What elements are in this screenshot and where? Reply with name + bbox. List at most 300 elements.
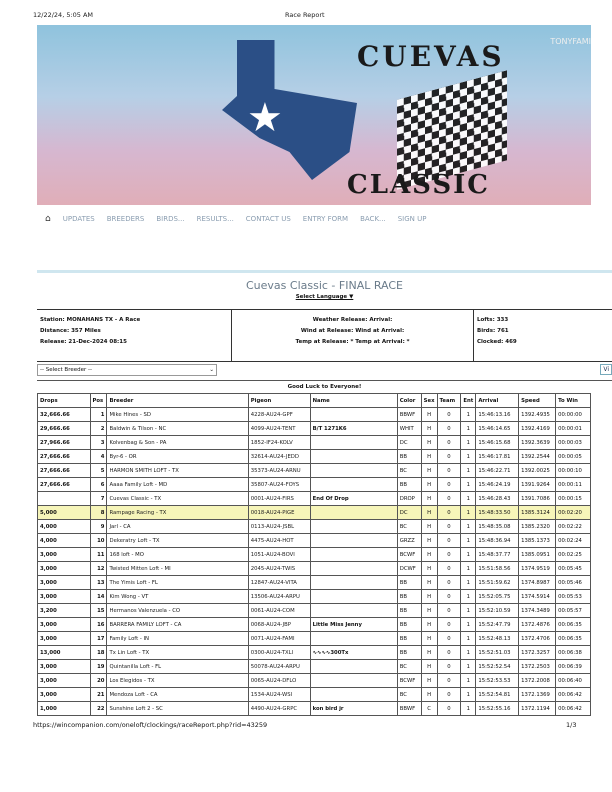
sex: H (427, 439, 432, 446)
speed: 1374.8987 (521, 579, 550, 586)
breeder-link[interactable]: Family Loft (109, 635, 139, 642)
breeder-link[interactable]: Byr-6 (109, 453, 124, 460)
ent: 1 (466, 579, 471, 586)
column-header: To Win (556, 394, 591, 408)
team: 0 (447, 593, 451, 600)
speed: 1392.4935 (521, 411, 550, 418)
color: WHIT (399, 425, 414, 432)
sex: H (427, 467, 432, 474)
drops: 29,666.66 (40, 425, 70, 432)
position: 17 (97, 635, 105, 642)
pigeon-link[interactable]: 0300-AU24-TXLI (250, 649, 294, 656)
nav-item[interactable]: SIGN UP (397, 215, 427, 223)
speed: 1372.4876 (521, 621, 550, 628)
to-win: 00:06:42 (558, 705, 582, 712)
breeder-state: - SD (138, 411, 151, 418)
team: 0 (447, 607, 451, 614)
arrival: 15:46:24.19 (478, 481, 511, 488)
ent: 1 (466, 705, 471, 712)
breeder-state: - TX (154, 509, 167, 516)
team: 0 (447, 705, 451, 712)
to-win: 00:00:00 (558, 411, 582, 418)
nav-item[interactable]: UPDATES (62, 215, 95, 223)
pigeon-link[interactable]: 0018-AU24-PIGE (250, 509, 295, 516)
star-icon: ★ (247, 95, 283, 141)
pigeon-link[interactable]: 0065-AU24-DFLO (250, 677, 297, 684)
team: 0 (447, 453, 451, 460)
pigeon-link[interactable]: 4475-AU24-HOT (250, 537, 294, 544)
table-row (38, 506, 591, 520)
drops: 13,000 (40, 649, 61, 656)
color: DC (399, 509, 408, 516)
distance: Distance: 357 Miles (40, 328, 101, 334)
arrival: 15:52:51.03 (478, 649, 511, 656)
ent: 1 (466, 621, 471, 628)
arrival: 15:51:59.62 (478, 579, 511, 586)
color: BBWF (399, 705, 416, 712)
drops: 4,000 (40, 537, 57, 544)
ent: 1 (466, 677, 471, 684)
arrival: 15:52:48.13 (478, 635, 511, 642)
ent: 1 (466, 453, 471, 460)
drops: 27,666.66 (40, 481, 70, 488)
breeder-link[interactable]: Rampage Racing (109, 509, 155, 516)
position: 19 (97, 663, 105, 670)
pigeon-link[interactable]: 1051-AU24-BOVI (250, 551, 295, 558)
color: BCWF (399, 551, 416, 558)
lofts: Lofts: 333 (477, 317, 509, 323)
breeder-link[interactable]: Los Elegidos (109, 677, 143, 684)
sex: C (427, 705, 431, 712)
position: 10 (97, 537, 105, 544)
sex: H (427, 565, 432, 572)
station: Station: MONAHANS TX - A Race (40, 317, 141, 323)
drops: 3,000 (40, 579, 57, 586)
ent: 1 (466, 565, 471, 572)
column-header: Pos (90, 394, 107, 408)
team: 0 (447, 565, 451, 572)
drops: 32,666.66 (40, 411, 70, 418)
breeder-select-value: -- Select Breeder -- (40, 367, 92, 373)
table-row (38, 450, 591, 464)
to-win: 00:06:40 (558, 677, 582, 684)
drops: 3,000 (40, 593, 57, 600)
breeder-link[interactable]: Mendoza Loft (109, 691, 145, 698)
team: 0 (447, 481, 451, 488)
breeder-state: - FL (146, 579, 158, 586)
sex: H (427, 453, 432, 460)
table-row (38, 436, 591, 450)
drops: 27,966.66 (40, 439, 70, 446)
temp: Temp at Release: * Temp at Arrival: * (295, 339, 410, 345)
banner-watermark: TONYFAMI (550, 37, 591, 46)
nav-item[interactable]: CONTACT US (245, 215, 291, 223)
print-datetime: 12/22/24, 5:05 AM (33, 11, 94, 19)
color: BC (399, 467, 407, 474)
color: GRZZ (399, 537, 415, 544)
table-row (38, 422, 591, 436)
ent: 1 (466, 495, 471, 502)
to-win: 00:00:11 (558, 481, 582, 488)
arrival: 15:48:36.94 (478, 537, 511, 544)
ent: 1 (466, 593, 471, 600)
breeder-link[interactable]: HARMON SMITH LOFT (109, 467, 167, 474)
arrival: 15:46:17.81 (478, 453, 511, 460)
color: BB (399, 593, 408, 600)
to-win: 00:06:42 (558, 691, 582, 698)
color: DC (399, 439, 408, 446)
color: BB (399, 579, 408, 586)
print-url: https://wincompanion.com/oneloft/clockings/raceReport.php?rid=43259 (33, 721, 268, 729)
column-header: Sex (421, 394, 437, 408)
table-row (38, 590, 591, 604)
breeder-state: - TX (136, 649, 150, 656)
breeder-state: - MO (129, 551, 144, 558)
breeder-link[interactable]: Aaaa Family Loft (109, 481, 154, 488)
speed: 1385.3124 (521, 509, 550, 516)
breeder-link[interactable]: Tx Lin Loft (109, 649, 137, 656)
arrival: 15:48:35.08 (478, 523, 511, 530)
ent: 1 (466, 523, 471, 530)
pigeon-link[interactable]: 0071-AU24-FAMI (250, 635, 295, 642)
breeder-link[interactable]: The Yimis Loft (109, 579, 147, 586)
arrival: 15:46:28.43 (478, 495, 511, 502)
pigeon-link[interactable]: 4228-AU24-GPF (250, 411, 293, 418)
column-header: Team (437, 394, 461, 408)
to-win: 00:05:45 (558, 565, 582, 572)
breeder-link[interactable]: Mike Hines (109, 411, 139, 418)
table-row (38, 562, 591, 576)
color: BC (399, 663, 407, 670)
breeder-select[interactable] (37, 364, 217, 376)
breeder-link[interactable]: Hermanos Valenzuela (109, 607, 167, 614)
column-header: Name (310, 394, 397, 408)
table-row (38, 534, 591, 548)
speed: 1392.2544 (521, 453, 550, 460)
drops: 5,000 (40, 509, 57, 516)
pigeon-link[interactable]: 12847-AU24-VITA (250, 579, 297, 586)
pigeon-link[interactable]: 32614-AU24-JEDD (250, 453, 299, 460)
pigeon-link[interactable]: 0113-AU24-JSBL (250, 523, 295, 530)
breeder-state: - CA (168, 621, 182, 628)
speed: 1372.3257 (521, 649, 550, 656)
pigeon-link[interactable]: 35373-AU24-ARNU (250, 467, 301, 474)
position: 14 (97, 593, 105, 600)
to-win: 00:06:39 (558, 663, 582, 670)
drops: 4,000 (40, 523, 57, 530)
print-title: Race Report (285, 11, 325, 19)
position: 4 (100, 453, 105, 460)
pigeon-link[interactable]: 50078-AU24-ARPU (250, 663, 300, 670)
position: 2 (100, 425, 105, 432)
column-header: Color (397, 394, 421, 408)
pigeon-name: ∿∿∿∿300Tx (312, 649, 349, 656)
speed: 1391.9264 (521, 481, 550, 488)
speed: 1374.3489 (521, 607, 550, 614)
table-row (38, 548, 591, 562)
pigeon-link[interactable]: 4490-AU24-GRPC (250, 705, 298, 712)
nav-item[interactable]: RESULTS... (196, 215, 234, 223)
speed: 1392.3639 (521, 439, 550, 446)
speed: 1372.2503 (521, 663, 550, 670)
breeder-state: - TX (142, 677, 155, 684)
arrival: 15:51:58.56 (478, 565, 511, 572)
to-win: 00:06:35 (558, 635, 582, 642)
drops: 27,666.66 (40, 453, 70, 460)
ent: 1 (466, 425, 471, 432)
chevron-down-icon: ⌄ (209, 367, 214, 373)
pigeon-link[interactable]: 4099-AU24-TENT (250, 425, 296, 432)
breeder-link[interactable]: Quintanilla Loft (109, 663, 150, 670)
position: 3 (100, 439, 105, 446)
ent: 1 (466, 551, 471, 558)
pigeon-link[interactable]: 2045-AU24-TWIS (250, 565, 296, 572)
pigeon-link[interactable]: 1534-AU24-WSI (250, 691, 293, 698)
nav-bar (45, 214, 426, 224)
breeder-state: - PA (154, 439, 167, 446)
speed: 1372.1369 (521, 691, 550, 698)
team: 0 (447, 663, 451, 670)
results-table (37, 393, 591, 716)
speed: 1374.9519 (521, 565, 550, 572)
print-page: 1/3 (566, 721, 577, 729)
drops: 3,000 (40, 551, 57, 558)
clocked: Clocked: 469 (477, 339, 517, 345)
to-win: 00:00:10 (558, 467, 582, 474)
table-row (38, 576, 591, 590)
pigeon-link[interactable]: 35807-AU24-FOYS (250, 481, 300, 488)
table-row (38, 520, 591, 534)
sex: H (427, 523, 432, 530)
speed: 1392.0025 (521, 467, 550, 474)
team: 0 (447, 621, 451, 628)
breeder-link[interactable]: BARRERA FAMILY LOFT (109, 621, 169, 628)
team: 0 (447, 509, 451, 516)
drops: 3,000 (40, 663, 57, 670)
arrival: 15:52:54.81 (478, 691, 511, 698)
sex: H (427, 579, 432, 586)
color: BB (399, 453, 408, 460)
ent: 1 (466, 509, 471, 516)
drops: 3,000 (40, 621, 57, 628)
drops: 3,000 (40, 677, 57, 684)
arrival: 15:46:13.16 (478, 411, 511, 418)
table-row (38, 646, 591, 660)
sex: H (427, 663, 432, 670)
to-win: 00:06:38 (558, 649, 582, 656)
position: 18 (97, 649, 105, 656)
breeder-link[interactable]: Baldwin & Tilson (109, 425, 154, 432)
banner (37, 25, 591, 205)
nav-item[interactable]: BACK... (360, 215, 386, 223)
speed: 1385.1373 (521, 537, 550, 544)
sex: H (427, 537, 432, 544)
weather: Weather Release: Arrival: (312, 317, 393, 323)
sex: H (427, 593, 432, 600)
speed: 1385.0951 (521, 551, 550, 558)
arrival: 15:52:55.16 (478, 705, 511, 712)
to-win: 00:00:01 (558, 425, 582, 432)
breeder-state: - CO (166, 607, 181, 614)
speed: 1374.5914 (521, 593, 550, 600)
column-header: Arrival (476, 394, 519, 408)
arrival: 15:46:14.65 (478, 425, 511, 432)
sex: H (427, 607, 432, 614)
drops: 3,000 (40, 565, 57, 572)
breeder-link[interactable]: Sunshine Loft 2 (109, 705, 151, 712)
table-row (38, 408, 591, 422)
report-title: Cuevas Classic - FINAL RACE (245, 279, 403, 292)
pigeon-name: kon bird jr (312, 705, 344, 712)
ent: 1 (466, 607, 471, 614)
team: 0 (447, 425, 451, 432)
color: BC (399, 523, 407, 530)
table-row (38, 702, 591, 716)
to-win: 00:05:57 (558, 607, 582, 614)
table-row (38, 604, 591, 618)
ent: 1 (466, 481, 471, 488)
team: 0 (447, 523, 451, 530)
breeder-link[interactable]: Jarl (109, 523, 118, 530)
ent: 1 (466, 439, 471, 446)
position: 16 (97, 621, 105, 628)
breeder-state: - SC (150, 705, 163, 712)
team: 0 (447, 579, 451, 586)
column-header: Breeder (107, 394, 248, 408)
to-win: 00:05:46 (558, 579, 582, 586)
view-button[interactable]: Vi (600, 364, 612, 375)
pigeon-link[interactable]: 13506-AU24-ARPU (250, 593, 300, 600)
arrival: 15:52:10.59 (478, 607, 511, 614)
to-win: 00:05:53 (558, 593, 582, 600)
team: 0 (447, 635, 451, 642)
table-row (38, 632, 591, 646)
color: BBWF (399, 411, 416, 418)
position: 6 (100, 481, 105, 488)
breeder-state: - IN (138, 635, 149, 642)
nav-item[interactable]: BREEDERS (106, 215, 145, 223)
breeder-link[interactable]: Cuevas Classic (109, 495, 149, 502)
team: 0 (447, 649, 451, 656)
column-header: Ent (461, 394, 476, 408)
sex: H (427, 635, 432, 642)
pigeon-link[interactable]: 1852-IF24-KOLV (250, 439, 293, 446)
ent: 1 (466, 411, 471, 418)
breeder-state: - TX (147, 537, 160, 544)
color: BB (399, 649, 408, 656)
breeder-link[interactable]: Kolvenbag & Son (109, 439, 155, 446)
arrival: 15:52:05.75 (478, 593, 511, 600)
breeder-state: - CA (144, 691, 158, 698)
breeder-link[interactable]: Kim Wong (109, 593, 137, 600)
breeder-state: - VT (136, 593, 149, 600)
team: 0 (447, 677, 451, 684)
breeder-state: - OR (123, 453, 137, 460)
to-win: 00:00:05 (558, 453, 582, 460)
message: Good Luck to Everyone! (37, 380, 612, 390)
speed: 1372.1194 (521, 705, 550, 712)
drops: 1,000 (40, 705, 57, 712)
column-header: Pigeon (248, 394, 310, 408)
banner-title-2: CLASSIC (347, 170, 490, 200)
table-row (38, 674, 591, 688)
pigeon-name: Little Miss Jenny (312, 621, 362, 628)
to-win: 00:00:03 (558, 439, 582, 446)
ent: 1 (466, 635, 471, 642)
sex: H (427, 495, 432, 502)
team: 0 (447, 495, 451, 502)
breeder-state: - NC (153, 425, 167, 432)
color: BB (399, 635, 408, 642)
ent: 1 (466, 537, 471, 544)
breeder-link[interactable]: 168 loft (109, 551, 130, 558)
arrival: 15:46:15.68 (478, 439, 511, 446)
position: 15 (97, 607, 105, 614)
position: 5 (100, 467, 105, 474)
pigeon-link[interactable]: 0068-AU24-JBP (250, 621, 291, 628)
speed: 1372.2008 (521, 677, 550, 684)
nav-item[interactable]: BIRDS... (156, 215, 185, 223)
table-row (38, 492, 591, 506)
pigeon-link[interactable]: 0061-AU24-COM (250, 607, 295, 614)
breeder-state: - CA (117, 523, 131, 530)
to-win: 00:06:35 (558, 621, 582, 628)
position: 13 (97, 579, 105, 586)
speed: 1385.2320 (521, 523, 550, 530)
to-win: 00:02:20 (558, 509, 582, 516)
to-win: 00:02:22 (558, 523, 582, 530)
team: 0 (447, 537, 451, 544)
team: 0 (447, 691, 451, 698)
ent: 1 (466, 649, 471, 656)
race-info (37, 309, 612, 362)
color: DROP (399, 495, 415, 502)
sex: H (427, 411, 432, 418)
speed: 1392.4169 (521, 425, 550, 432)
race-report (37, 270, 612, 715)
sex: H (427, 691, 432, 698)
color: DCWF (399, 565, 416, 572)
sex: H (427, 649, 432, 656)
breeder-state: - MI (159, 565, 171, 572)
arrival: 15:52:47.79 (478, 621, 511, 628)
banner-title-1: CUEVAS (357, 40, 505, 73)
speed: 1391.7086 (521, 495, 550, 502)
breeder-link[interactable]: Dekeratry Loft (109, 537, 148, 544)
select-language[interactable]: Select Language ▼ (295, 294, 354, 300)
nav-item[interactable]: ENTRY FORM (302, 215, 349, 223)
arrival: 15:52:53.53 (478, 677, 511, 684)
to-win: 00:02:24 (558, 537, 582, 544)
column-header: Speed (519, 394, 556, 408)
table-row (38, 464, 591, 478)
drops: 27,666.66 (40, 467, 70, 474)
team: 0 (447, 551, 451, 558)
arrival: 15:52:52.54 (478, 663, 511, 670)
arrival: 15:48:37.77 (478, 551, 511, 558)
sex: H (427, 621, 432, 628)
sex: H (427, 425, 432, 432)
breeder-link[interactable]: Twisted Mitten Loft (109, 565, 160, 572)
position: 9 (100, 523, 105, 530)
position: 20 (97, 677, 105, 684)
color: BB (399, 621, 408, 628)
breeder-state: - MD (153, 481, 168, 488)
drops: 3,000 (40, 691, 57, 698)
pigeon-link[interactable]: 0001-AU24-FIRS (250, 495, 294, 502)
color: BB (399, 481, 408, 488)
home-icon[interactable]: ⌂ (45, 214, 51, 224)
